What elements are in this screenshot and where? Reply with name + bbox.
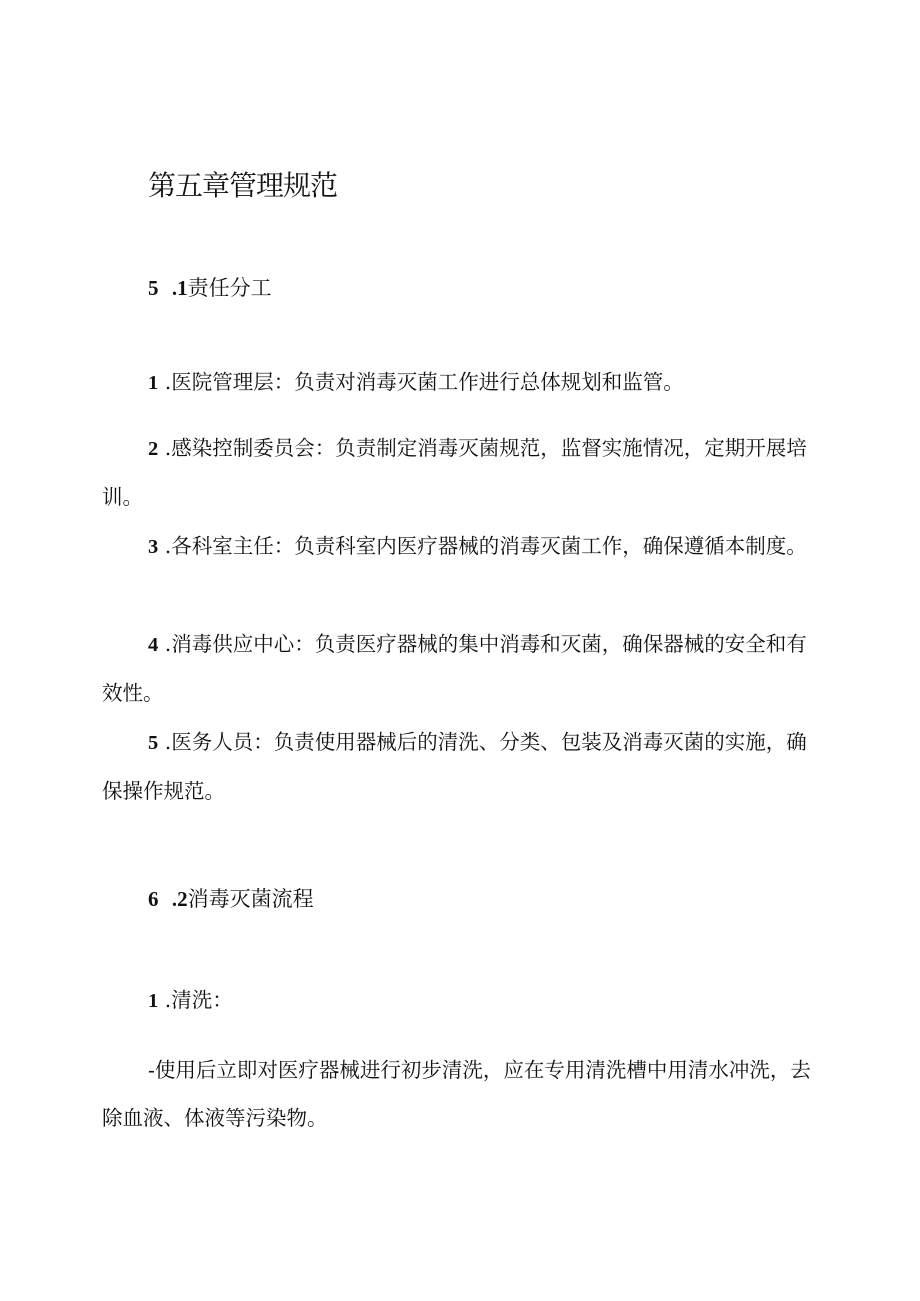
section-number: 6 (148, 887, 159, 911)
section-title: 消毒灭菌流程 (187, 887, 314, 911)
item-number: 1 (148, 990, 159, 1012)
list-item (102, 1046, 812, 1142)
section-subnumber: .1 (171, 276, 188, 300)
list-item (102, 718, 812, 815)
section-heading-process (148, 883, 314, 913)
item-text: .医务人员：负责使用器械后的清洗、分类、包装及消毒灭菌的实施，确保操作规范。 (102, 730, 807, 803)
item-number: 4 (148, 634, 159, 656)
list-item (102, 424, 812, 521)
section-heading-responsibility (148, 272, 272, 302)
item-text: .医院管理层：负责对消毒灭菌工作进行总体规划和监管。 (164, 370, 684, 394)
item-number: 1 (148, 372, 159, 394)
section-subnumber: .2 (171, 887, 188, 911)
item-text: .清洗： (164, 988, 233, 1012)
item-text: .各科室主任：负责科室内医疗器械的消毒灭菌工作，确保遵循本制度。 (164, 534, 807, 558)
item-number: 5 (148, 732, 159, 754)
section-title: 责任分工 (187, 276, 272, 300)
list-item (102, 620, 812, 717)
item-number: 2 (148, 438, 159, 460)
chapter-title: 第五章管理规范 (148, 169, 338, 202)
list-item (102, 976, 812, 1025)
item-text: .感染控制委员会：负责制定消毒灭菌规范，监督实施情况，定期开展培训。 (102, 436, 807, 509)
item-text: .消毒供应中心：负责医疗器械的集中消毒和灭菌，确保器械的安全和有效性。 (102, 632, 807, 705)
item-text: -使用后立即对医疗器械进行初步清洗，应在专用清洗槽中用清水冲洗，去除血液、体液等污染物。 (102, 1058, 811, 1130)
item-number: 3 (148, 536, 159, 558)
list-item (102, 358, 812, 407)
list-item (102, 522, 812, 571)
section-number: 5 (148, 276, 159, 300)
